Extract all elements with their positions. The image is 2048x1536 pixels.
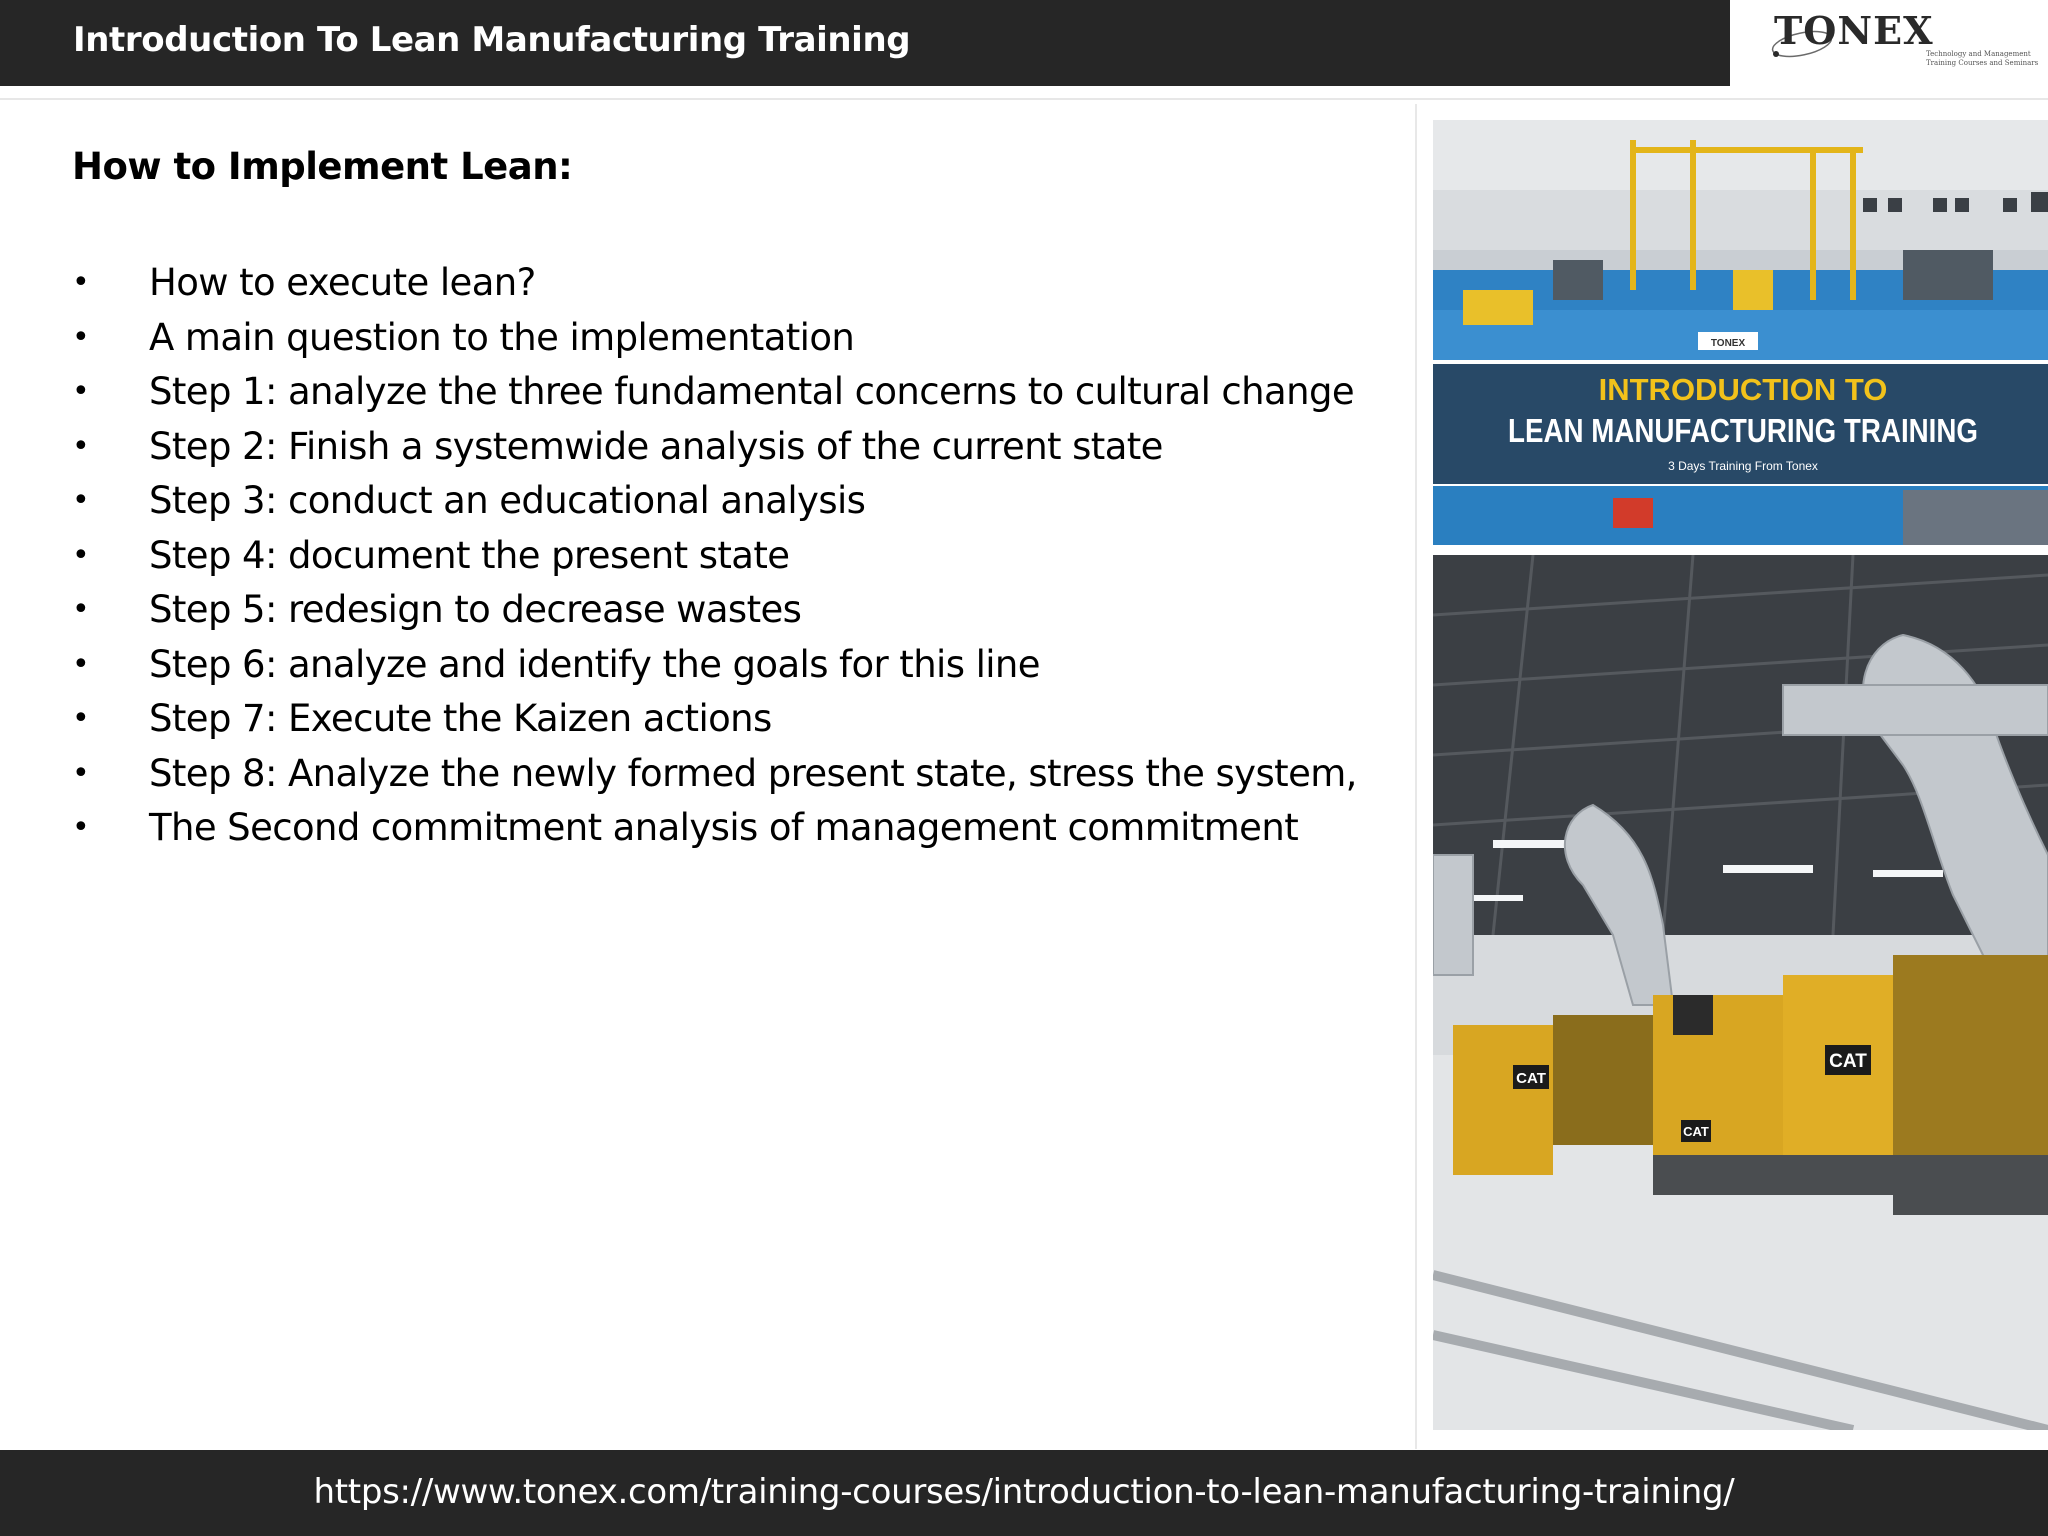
header-bar bbox=[0, 0, 1730, 86]
list-item: • Step 1: analyze the three fundamental concerns to cultural change bbox=[72, 365, 1412, 420]
banner-title-line2: LEAN MANUFACTURING TRAINING bbox=[1508, 412, 1978, 449]
generator-room-image bbox=[1433, 555, 2048, 1430]
cat-badge-1: CAT bbox=[1516, 1070, 1546, 1087]
cat-badge-2: CAT bbox=[1683, 1124, 1709, 1139]
bullet-icon: • bbox=[72, 319, 90, 355]
list-item: • Step 7: Execute the Kaizen actions bbox=[72, 692, 1412, 747]
main-content bbox=[72, 145, 1402, 849]
bullet-icon: • bbox=[72, 810, 90, 845]
banner-subtitle: 3 Days Training From Tonex bbox=[1668, 459, 1818, 473]
logo-wordmark: TONEX bbox=[1774, 8, 1934, 53]
bullet-list bbox=[72, 256, 1412, 856]
course-url-link[interactable]: https://www.tonex.com/training-courses/introduction-to-lean-manufacturing-training/ bbox=[313, 1472, 1735, 1512]
list-item: • Step 2: Finish a systemwide analysis of the current state bbox=[72, 420, 1412, 475]
list-item: • Step 5: redesign to decrease wastes bbox=[72, 583, 1412, 638]
list-item: • The Second commitment analysis of management commitment bbox=[72, 801, 1412, 856]
bullet-icon: • bbox=[72, 265, 90, 300]
bullet-icon: • bbox=[72, 646, 90, 682]
logo-tagline: Technology and Management Training Courses and Seminars bbox=[1926, 50, 2039, 67]
list-item: • A main question to the implementation bbox=[72, 311, 1412, 366]
list-item: • Step 6: analyze and identify the goals for this line bbox=[72, 638, 1412, 693]
banner-title-line1: INTRODUCTION TO bbox=[1598, 372, 1888, 407]
bullet-icon: • bbox=[72, 755, 90, 791]
list-item: • Step 8: Analyze the newly formed present state, stress the system, bbox=[72, 747, 1412, 802]
banner-sign-text: TONEX bbox=[1710, 338, 1746, 349]
list-item: • Step 4: document the present state bbox=[72, 529, 1412, 584]
list-item: • Step 3: conduct an educational analysis bbox=[72, 474, 1412, 529]
bullet-icon: • bbox=[72, 374, 90, 409]
cat-badge-3: CAT bbox=[1829, 1051, 1867, 1072]
bullet-icon: • bbox=[72, 537, 90, 573]
list-item: • How to execute lean? bbox=[72, 256, 1412, 311]
footer-bar bbox=[0, 1450, 2048, 1536]
page-title: Introduction To Lean Manufacturing Training bbox=[73, 20, 911, 60]
course-banner-image bbox=[1433, 120, 2048, 545]
bullet-icon: • bbox=[72, 701, 90, 736]
column-divider bbox=[1415, 104, 1417, 1449]
bullet-icon: • bbox=[72, 592, 90, 627]
header-divider bbox=[0, 98, 2048, 100]
tonex-logo bbox=[1730, 0, 2048, 86]
bullet-icon: • bbox=[72, 428, 90, 464]
section-heading: How to Implement Lean: bbox=[72, 145, 573, 188]
bullet-icon: • bbox=[72, 483, 90, 518]
